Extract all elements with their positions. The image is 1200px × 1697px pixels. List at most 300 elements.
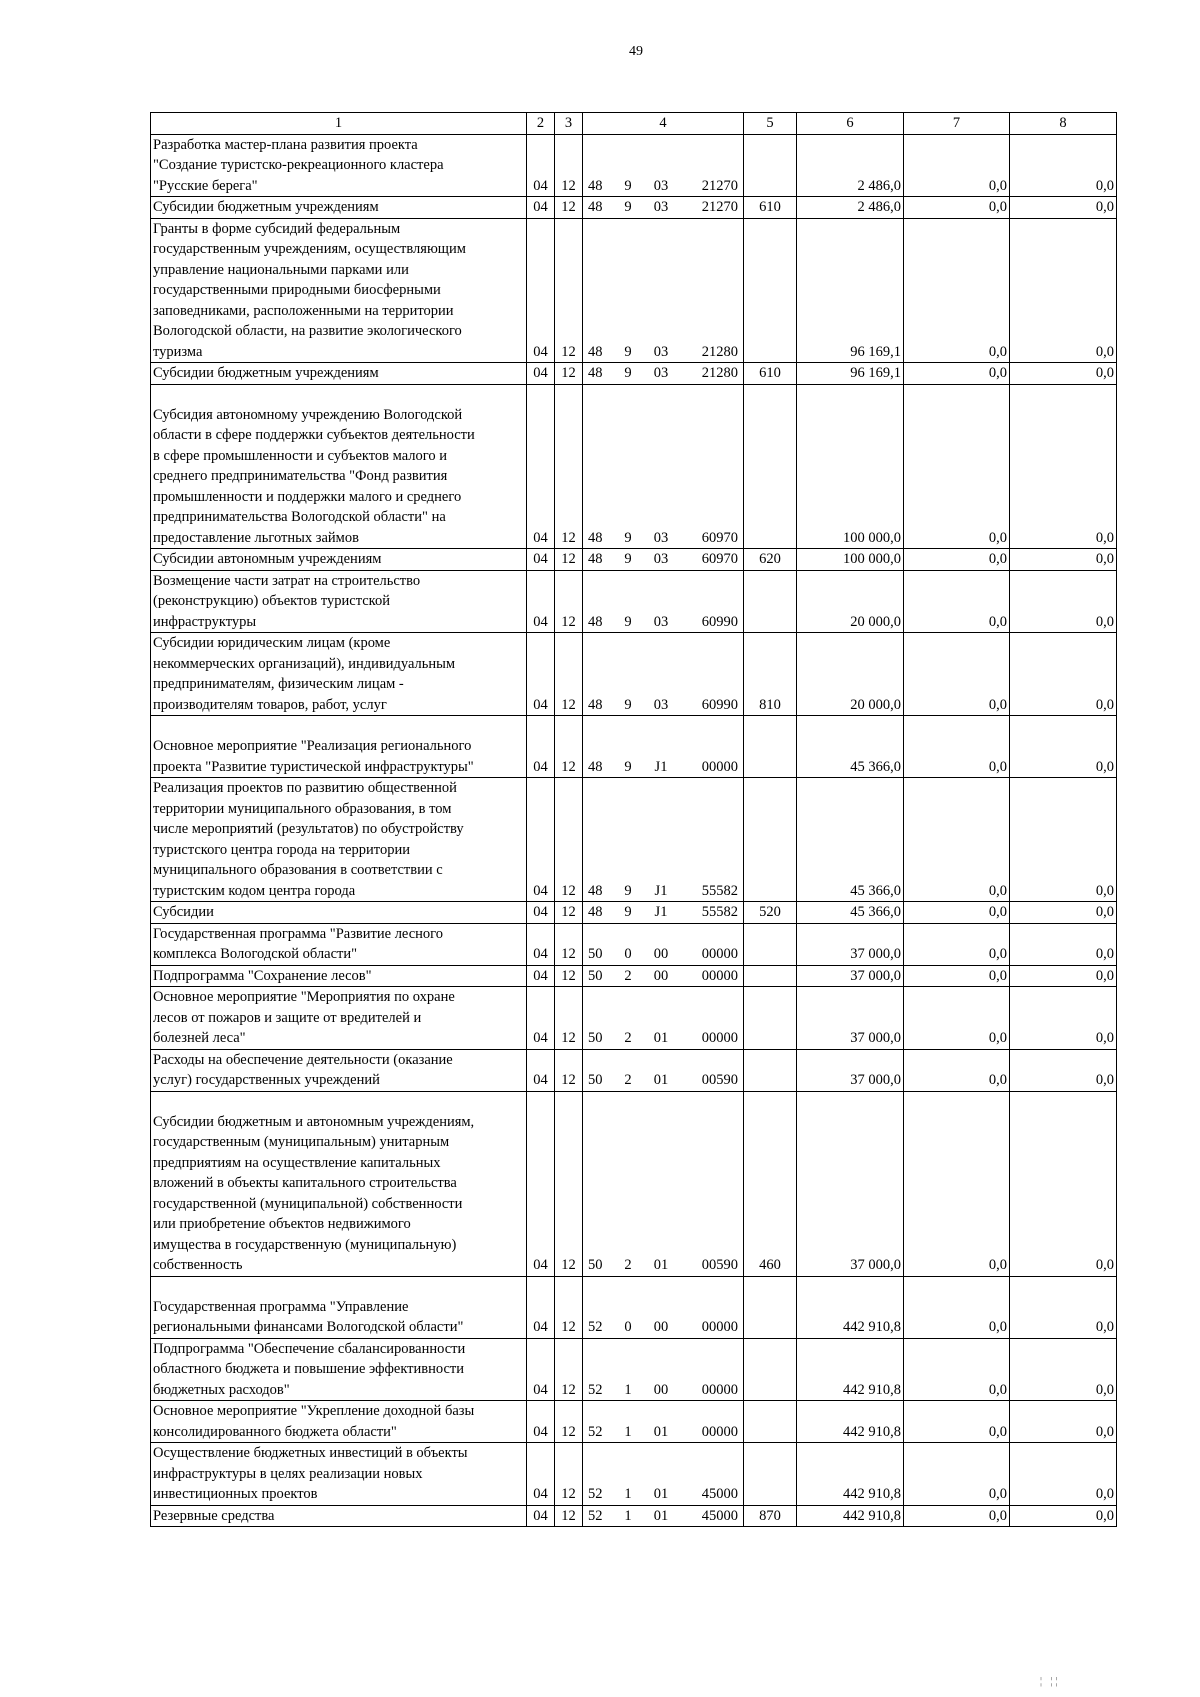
section-code: 04 <box>527 633 555 716</box>
amount-col-6: 20 000,0 <box>797 633 904 716</box>
code-part: 03 <box>653 343 669 360</box>
amount-col-6: 37 000,0 <box>797 965 904 987</box>
target-article-code <box>583 1276 744 1338</box>
section-code: 04 <box>527 778 555 902</box>
code-part: 21270 <box>701 177 738 194</box>
row-name <box>151 218 527 363</box>
amount-col-8: 0,0 <box>1010 197 1117 219</box>
code-part: 0 <box>624 1319 632 1335</box>
target-article-code <box>583 1443 744 1506</box>
expense-type-code: 810 <box>744 633 797 716</box>
section-code: 04 <box>527 1443 555 1506</box>
table-row <box>151 778 1117 902</box>
amount-col-8: 0,0 <box>1010 363 1117 385</box>
code-part: 52 <box>588 1507 603 1524</box>
subsection-code: 12 <box>555 965 583 987</box>
amount-col-7: 0,0 <box>904 1049 1010 1091</box>
target-article-code <box>583 384 744 549</box>
amount-col-7: 0,0 <box>904 633 1010 716</box>
amount-col-8: 0,0 <box>1010 1338 1117 1401</box>
code-part: 03 <box>653 613 669 630</box>
code-part: 45000 <box>701 1486 738 1502</box>
code-part: 2 <box>624 1030 632 1046</box>
target-article-code <box>583 965 744 987</box>
target-article-code <box>583 716 744 778</box>
amount-col-7: 0,0 <box>904 384 1010 549</box>
code-part: 55582 <box>701 904 738 920</box>
code-part: 55582 <box>701 882 738 899</box>
section-code: 04 <box>527 384 555 549</box>
code-part: 60990 <box>701 696 738 713</box>
code-part: 03 <box>653 177 669 194</box>
code-part: 1 <box>624 1381 632 1398</box>
table-row <box>151 716 1117 778</box>
code-part: 21270 <box>701 199 738 215</box>
table-row <box>151 134 1117 197</box>
subsection-code: 12 <box>555 633 583 716</box>
row-name-text: Осуществление бюджетных инвестиций в объекты инфраструктуры в целях реализации новых инвестиционных проектов <box>153 1445 468 1502</box>
code-part: 00000 <box>701 967 738 984</box>
code-part: 2 <box>624 1072 632 1088</box>
expense-type-code: 520 <box>744 902 797 924</box>
code-part: 1 <box>624 1423 632 1440</box>
code-part: 00 <box>653 946 669 962</box>
table-row <box>151 1276 1117 1338</box>
amount-col-8: 0,0 <box>1010 987 1117 1050</box>
row-name <box>151 1049 527 1091</box>
section-code: 04 <box>527 965 555 987</box>
amount-col-8: 0,0 <box>1010 923 1117 965</box>
code-part: 00590 <box>701 1072 738 1088</box>
header-col-8: 8 <box>1010 113 1117 135</box>
row-name-text: Государственная программа "Управление региональными финансами Вологодской области" <box>153 1298 464 1335</box>
subsection-code: 12 <box>555 384 583 549</box>
code-part: 50 <box>588 1257 603 1273</box>
row-name <box>151 549 527 571</box>
target-article-code <box>583 1505 744 1527</box>
table-row <box>151 384 1117 549</box>
row-name-text: Реализация проектов по развитию общественной территории муниципального образования, в том числе мероприятий (результатов) по обустройству туристского центра города на территории муниципального образования в соответствии с туристским кодом центра города <box>153 780 464 899</box>
expense-type-code <box>744 1443 797 1506</box>
table-row <box>151 197 1117 219</box>
amount-col-6: 37 000,0 <box>797 1091 904 1276</box>
row-name-text: Субсидии <box>153 904 214 920</box>
code-part: 50 <box>588 1030 603 1046</box>
code-part: 03 <box>653 199 669 215</box>
row-name-text: Подпрограмма "Сохранение лесов" <box>153 967 372 984</box>
code-part: 03 <box>653 696 669 713</box>
code-part: 03 <box>653 551 669 567</box>
expense-type-code: 610 <box>744 197 797 219</box>
amount-col-7: 0,0 <box>904 197 1010 219</box>
code-part: 60990 <box>701 613 738 630</box>
section-code: 04 <box>527 923 555 965</box>
subsection-code: 12 <box>555 1443 583 1506</box>
section-code: 04 <box>527 987 555 1050</box>
code-part: 48 <box>588 904 603 920</box>
section-code: 04 <box>527 1505 555 1527</box>
target-article-code <box>583 134 744 197</box>
table-row <box>151 1049 1117 1091</box>
table-row <box>151 1401 1117 1443</box>
expense-type-code: 620 <box>744 549 797 571</box>
code-part: 48 <box>588 613 603 630</box>
expense-type-code <box>744 134 797 197</box>
subsection-code: 12 <box>555 1401 583 1443</box>
subsection-code: 12 <box>555 902 583 924</box>
code-part: 9 <box>624 177 632 194</box>
code-part: 01 <box>653 1072 669 1088</box>
row-name <box>151 633 527 716</box>
code-part: 60970 <box>701 529 738 546</box>
amount-col-8: 0,0 <box>1010 1049 1117 1091</box>
code-part: 01 <box>653 1423 669 1440</box>
code-part: 50 <box>588 1072 603 1088</box>
table-row <box>151 549 1117 571</box>
code-part: 00000 <box>701 758 738 775</box>
code-part: 60970 <box>701 551 738 567</box>
expense-type-code <box>744 570 797 633</box>
amount-col-6: 96 169,1 <box>797 363 904 385</box>
amount-col-7: 0,0 <box>904 570 1010 633</box>
code-part: 52 <box>588 1486 603 1502</box>
amount-col-8: 0,0 <box>1010 902 1117 924</box>
row-name <box>151 1091 527 1276</box>
section-code: 04 <box>527 1338 555 1401</box>
code-part: 48 <box>588 343 603 360</box>
amount-col-8: 0,0 <box>1010 1401 1117 1443</box>
code-part: 45000 <box>701 1507 738 1524</box>
row-name <box>151 778 527 902</box>
amount-col-6: 442 910,8 <box>797 1443 904 1506</box>
subsection-code: 12 <box>555 134 583 197</box>
amount-col-6: 442 910,8 <box>797 1338 904 1401</box>
amount-col-7: 0,0 <box>904 902 1010 924</box>
code-part: 52 <box>588 1423 603 1440</box>
code-part: 9 <box>624 365 632 381</box>
row-name-text: Расходы на обеспечение деятельности (оказание услуг) государственных учреждений <box>153 1051 453 1088</box>
subsection-code: 12 <box>555 716 583 778</box>
subsection-code: 12 <box>555 1049 583 1091</box>
expense-type-code <box>744 384 797 549</box>
subsection-code: 12 <box>555 987 583 1050</box>
target-article-code <box>583 570 744 633</box>
target-article-code <box>583 633 744 716</box>
amount-col-6: 37 000,0 <box>797 987 904 1050</box>
amount-col-6: 96 169,1 <box>797 218 904 363</box>
code-part: 50 <box>588 967 603 984</box>
code-part: 1 <box>624 1486 632 1502</box>
amount-col-8: 0,0 <box>1010 384 1117 549</box>
row-name <box>151 902 527 924</box>
code-part: J1 <box>654 758 668 775</box>
code-part: 00000 <box>701 1319 738 1335</box>
target-article-code <box>583 923 744 965</box>
amount-col-7: 0,0 <box>904 549 1010 571</box>
expense-type-code <box>744 965 797 987</box>
amount-col-6: 442 910,8 <box>797 1276 904 1338</box>
amount-col-7: 0,0 <box>904 1338 1010 1401</box>
amount-col-7: 0,0 <box>904 363 1010 385</box>
code-part: 00 <box>653 967 669 984</box>
code-part: 01 <box>653 1507 669 1524</box>
code-part: 2 <box>624 1257 632 1273</box>
subsection-code: 12 <box>555 549 583 571</box>
section-code: 04 <box>527 134 555 197</box>
subsection-code: 12 <box>555 218 583 363</box>
amount-col-6: 45 366,0 <box>797 902 904 924</box>
subsection-code: 12 <box>555 197 583 219</box>
section-code: 04 <box>527 197 555 219</box>
amount-col-7: 0,0 <box>904 923 1010 965</box>
row-name <box>151 1338 527 1401</box>
subsection-code: 12 <box>555 363 583 385</box>
amount-col-6: 442 910,8 <box>797 1505 904 1527</box>
amount-col-8: 0,0 <box>1010 965 1117 987</box>
amount-col-6: 20 000,0 <box>797 570 904 633</box>
code-part: 9 <box>624 696 632 713</box>
section-code: 04 <box>527 1091 555 1276</box>
row-name-text: Резервные средства <box>153 1507 275 1524</box>
code-part: 00000 <box>701 946 738 962</box>
code-part: 03 <box>653 529 669 546</box>
code-part: 9 <box>624 343 632 360</box>
code-part: 2 <box>624 967 632 984</box>
code-part: 00590 <box>701 1257 738 1273</box>
row-name <box>151 923 527 965</box>
row-name <box>151 1401 527 1443</box>
row-name-text: Основное мероприятие "Реализация регионального проекта "Развитие туристической инфраструктуры" <box>153 738 474 775</box>
table-row <box>151 923 1117 965</box>
code-part: 50 <box>588 946 603 962</box>
expense-type-code <box>744 1276 797 1338</box>
amount-col-7: 0,0 <box>904 1091 1010 1276</box>
code-part: 00 <box>653 1319 669 1335</box>
row-name <box>151 384 527 549</box>
target-article-code <box>583 902 744 924</box>
code-part: 9 <box>624 613 632 630</box>
expense-type-code <box>744 218 797 363</box>
row-name-text: Субсидии бюджетным и автономным учреждениям, государственным (муниципальным) унитарным предприятиям на осуществление капитальных вложений в объекты капитального строительства государственной (муниципальной) собственности или приобретение объектов недвижимого имущества в государственную (муниципальную) собственность <box>153 1113 475 1273</box>
amount-col-6: 37 000,0 <box>797 923 904 965</box>
amount-col-7: 0,0 <box>904 987 1010 1050</box>
row-name-text: Основное мероприятие "Укрепление доходной базы консолидированного бюджета области" <box>153 1403 475 1440</box>
code-part: 52 <box>588 1319 603 1335</box>
row-name <box>151 197 527 219</box>
amount-col-8: 0,0 <box>1010 1505 1117 1527</box>
amount-col-7: 0,0 <box>904 778 1010 902</box>
target-article-code <box>583 1401 744 1443</box>
code-part: 00000 <box>701 1030 738 1046</box>
code-part: 9 <box>624 199 632 215</box>
expense-type-code: 870 <box>744 1505 797 1527</box>
amount-col-6: 2 486,0 <box>797 134 904 197</box>
code-part: 48 <box>588 696 603 713</box>
expense-type-code <box>744 778 797 902</box>
code-part: 48 <box>588 551 603 567</box>
row-name <box>151 1276 527 1338</box>
budget-table <box>150 112 1117 1527</box>
code-part: 00000 <box>701 1381 738 1398</box>
code-part: 9 <box>624 904 632 920</box>
row-name-text: Субсидии бюджетным учреждениям <box>153 199 379 215</box>
subsection-code: 12 <box>555 570 583 633</box>
target-article-code <box>583 1091 744 1276</box>
amount-col-7: 0,0 <box>904 218 1010 363</box>
amount-col-8: 0,0 <box>1010 134 1117 197</box>
code-part: 48 <box>588 882 603 899</box>
header-col-3: 3 <box>555 113 583 135</box>
code-part: 00 <box>653 1381 669 1398</box>
row-name-text: Субсидии юридическим лицам (кроме некоммерческих организаций), индивидуальным предпринимателям, физическим лицам - производителям товаров, работ, услуг <box>153 635 456 713</box>
expense-type-code <box>744 716 797 778</box>
row-name <box>151 134 527 197</box>
amount-col-8: 0,0 <box>1010 633 1117 716</box>
row-name <box>151 1505 527 1527</box>
header-col-4: 4 <box>583 113 744 135</box>
target-article-code <box>583 197 744 219</box>
amount-col-7: 0,0 <box>904 1276 1010 1338</box>
row-name <box>151 987 527 1050</box>
row-name-text: Подпрограмма "Обеспечение сбалансированности областного бюджета и повышение эффективности бюджетных расходов" <box>153 1340 466 1398</box>
amount-col-7: 0,0 <box>904 1443 1010 1506</box>
row-name-text: Разработка мастер-плана развития проекта "Создание туристско-рекреационного кластера "Русские берега" <box>153 136 444 194</box>
code-part: 52 <box>588 1381 603 1398</box>
target-article-code <box>583 778 744 902</box>
section-code: 04 <box>527 1401 555 1443</box>
row-name-text: Субсидия автономному учреждению Вологодской области в сфере поддержки субъектов деятельности в сфере промышленности и субъектов малого и среднего предпринимательства "Фонд развития промышленности и поддержки малого и среднего предпринимательства Вологодской области" на предоставление льготных займов <box>153 406 475 546</box>
header-col-1: 1 <box>151 113 527 135</box>
amount-col-8: 0,0 <box>1010 218 1117 363</box>
row-name <box>151 570 527 633</box>
header-col-5: 5 <box>744 113 797 135</box>
code-part: 01 <box>653 1486 669 1502</box>
amount-col-6: 45 366,0 <box>797 716 904 778</box>
scan-marks: ¦ ¦¦ <box>1040 1676 1061 1687</box>
code-part: 0 <box>624 946 632 962</box>
code-part: 9 <box>624 551 632 567</box>
expense-type-code <box>744 923 797 965</box>
target-article-code <box>583 1338 744 1401</box>
code-part: 9 <box>624 529 632 546</box>
expense-type-code <box>744 987 797 1050</box>
subsection-code: 12 <box>555 1505 583 1527</box>
table-row <box>151 1338 1117 1401</box>
amount-col-6: 2 486,0 <box>797 197 904 219</box>
amount-col-8: 0,0 <box>1010 1276 1117 1338</box>
section-code: 04 <box>527 1049 555 1091</box>
amount-col-7: 0,0 <box>904 1401 1010 1443</box>
subsection-code: 12 <box>555 1338 583 1401</box>
code-part: 21280 <box>701 365 738 381</box>
code-part: 21280 <box>701 343 738 360</box>
expense-type-code <box>744 1338 797 1401</box>
amount-col-8: 0,0 <box>1010 1443 1117 1506</box>
amount-col-8: 0,0 <box>1010 778 1117 902</box>
subsection-code: 12 <box>555 778 583 902</box>
header-col-6: 6 <box>797 113 904 135</box>
section-code: 04 <box>527 1276 555 1338</box>
page-number: 49 <box>629 44 643 59</box>
amount-col-6: 100 000,0 <box>797 384 904 549</box>
table-row <box>151 633 1117 716</box>
expense-type-code <box>744 1049 797 1091</box>
row-name-text: Основное мероприятие "Мероприятия по охране лесов от пожаров и защите от вредителей и болезней леса" <box>153 989 455 1046</box>
target-article-code <box>583 987 744 1050</box>
code-part: 48 <box>588 199 603 215</box>
target-article-code <box>583 218 744 363</box>
target-article-code <box>583 363 744 385</box>
code-part: 48 <box>588 365 603 381</box>
row-name-text: Государственная программа "Развитие лесного комплекса Вологодской области" <box>153 925 444 962</box>
table-row <box>151 965 1117 987</box>
code-part: 48 <box>588 529 603 546</box>
row-name <box>151 716 527 778</box>
row-name <box>151 1443 527 1506</box>
code-part: 48 <box>588 758 603 775</box>
table-row <box>151 570 1117 633</box>
expense-type-code: 610 <box>744 363 797 385</box>
target-article-code <box>583 1049 744 1091</box>
section-code: 04 <box>527 716 555 778</box>
expense-type-code <box>744 1401 797 1443</box>
subsection-code: 12 <box>555 1091 583 1276</box>
row-name-text: Гранты в форме субсидий федеральным государственным учреждениям, осуществляющим управление национальными парками или государственными природными биосферными заповедниками, расположенными на территории Вологодской области, на развитие экологического туризма <box>153 220 466 360</box>
amount-col-8: 0,0 <box>1010 549 1117 571</box>
code-part: 1 <box>624 1507 632 1524</box>
table-row <box>151 902 1117 924</box>
section-code: 04 <box>527 902 555 924</box>
section-code: 04 <box>527 570 555 633</box>
header-col-2: 2 <box>527 113 555 135</box>
row-name <box>151 363 527 385</box>
header-row <box>151 113 1117 135</box>
header-col-7: 7 <box>904 113 1010 135</box>
section-code: 04 <box>527 549 555 571</box>
amount-col-7: 0,0 <box>904 716 1010 778</box>
subsection-code: 12 <box>555 1276 583 1338</box>
code-part: 00000 <box>701 1423 738 1440</box>
code-part: 48 <box>588 177 603 194</box>
amount-col-6: 442 910,8 <box>797 1401 904 1443</box>
table-row <box>151 987 1117 1050</box>
code-part: 01 <box>653 1030 669 1046</box>
table-row <box>151 218 1117 363</box>
table-row <box>151 1505 1117 1527</box>
amount-col-8: 0,0 <box>1010 1091 1117 1276</box>
section-code: 04 <box>527 363 555 385</box>
code-part: 01 <box>653 1257 669 1273</box>
target-article-code <box>583 549 744 571</box>
subsection-code: 12 <box>555 923 583 965</box>
amount-col-8: 0,0 <box>1010 570 1117 633</box>
amount-col-8: 0,0 <box>1010 716 1117 778</box>
table-row <box>151 363 1117 385</box>
code-part: J1 <box>654 882 668 899</box>
row-name <box>151 965 527 987</box>
row-name-text: Субсидии бюджетным учреждениям <box>153 365 379 381</box>
amount-col-7: 0,0 <box>904 965 1010 987</box>
code-part: 9 <box>624 758 632 775</box>
table-row <box>151 1443 1117 1506</box>
row-name-text: Субсидии автономным учреждениям <box>153 551 382 567</box>
expense-type-code: 460 <box>744 1091 797 1276</box>
row-name-text: Возмещение части затрат на строительство (реконструкцию) объектов туристской инфраструктуры <box>153 572 421 630</box>
code-part: 03 <box>653 365 669 381</box>
section-code: 04 <box>527 218 555 363</box>
amount-col-6: 37 000,0 <box>797 1049 904 1091</box>
amount-col-6: 100 000,0 <box>797 549 904 571</box>
